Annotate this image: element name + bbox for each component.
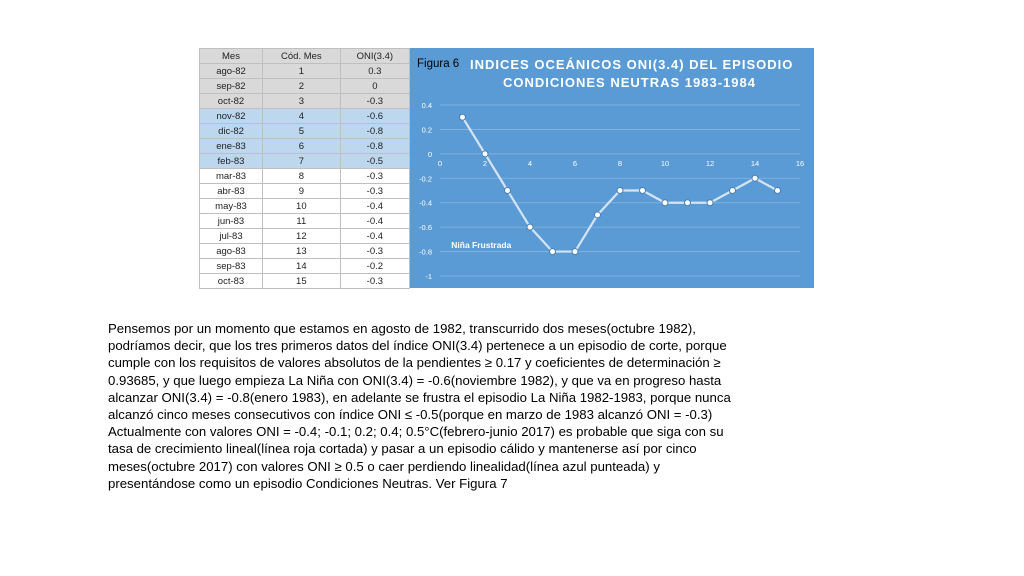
table-row xyxy=(200,94,410,109)
cell-cod-mes: 2 xyxy=(263,79,341,94)
table-row xyxy=(200,274,410,289)
data-point xyxy=(550,249,556,255)
data-point xyxy=(617,188,623,194)
data-point xyxy=(730,188,736,194)
cell-oni: -0.4 xyxy=(340,214,409,229)
header-oni: ONI(3.4) xyxy=(340,49,409,64)
cell-mes: abr-83 xyxy=(200,184,263,199)
y-tick-label: -0.2 xyxy=(419,174,432,184)
data-point xyxy=(505,188,511,194)
cell-cod-mes: 5 xyxy=(263,124,341,139)
cell-oni: -0.4 xyxy=(340,199,409,214)
data-point xyxy=(460,114,466,120)
table-row xyxy=(200,139,410,154)
cell-cod-mes: 4 xyxy=(263,109,341,124)
table-row xyxy=(200,169,410,184)
table-row xyxy=(200,199,410,214)
data-point xyxy=(595,212,601,218)
table-row xyxy=(200,154,410,169)
paragraph-line: Pensemos por un momento que estamos en agosto de 1982, transcurrido dos meses(octubre 1982), xyxy=(108,321,696,336)
cell-cod-mes: 9 xyxy=(263,184,341,199)
cell-oni: -0.4 xyxy=(340,229,409,244)
x-tick-label: 4 xyxy=(527,158,533,168)
y-tick-label: 0 xyxy=(427,149,432,159)
data-point xyxy=(752,175,758,181)
cell-mes: jun-83 xyxy=(200,214,263,229)
data-point xyxy=(685,200,691,206)
data-point xyxy=(572,249,578,255)
cell-cod-mes: 13 xyxy=(263,244,341,259)
series-line xyxy=(463,117,778,251)
cell-cod-mes: 11 xyxy=(263,214,341,229)
cell-mes: dic-82 xyxy=(200,124,263,139)
cell-oni: -0.3 xyxy=(340,274,409,289)
cell-mes: ago-83 xyxy=(200,244,263,259)
y-tick-label: -0.8 xyxy=(419,247,432,257)
table-row xyxy=(200,244,410,259)
cell-oni: -0.6 xyxy=(340,109,409,124)
data-point xyxy=(775,188,781,194)
cell-cod-mes: 8 xyxy=(263,169,341,184)
data-point xyxy=(662,200,668,206)
paragraph-line: 0.93685, y que luego empieza La Niña con ONI(3.4) = -0.6(noviembre 1982), y que va en progreso hasta xyxy=(108,372,722,388)
paragraph-line: cumple con los requisitos de valores absolutos de la pendientes ≥ 0.17 y coeficientes de determinación ≥ xyxy=(108,355,721,371)
header-cod-mes: Cód. Mes xyxy=(263,49,341,64)
x-tick-label: 16 xyxy=(795,158,805,168)
table-row xyxy=(200,124,410,139)
cell-mes: sep-83 xyxy=(200,259,263,274)
chart-title-line-1: INDICES OCEÁNICOS ONI(3.4) DEL EPISODIO xyxy=(470,57,794,72)
y-tick-label: 0.2 xyxy=(421,125,432,135)
table-row xyxy=(200,64,410,79)
y-tick-label: -0.4 xyxy=(419,198,432,208)
cell-mes: oct-83 xyxy=(200,274,263,289)
table-header-row xyxy=(200,49,410,64)
cell-mes: may-83 xyxy=(200,199,263,214)
cell-mes: mar-83 xyxy=(200,169,263,184)
x-tick-label: 14 xyxy=(750,158,760,168)
table-row xyxy=(200,109,410,124)
x-tick-label: 0 xyxy=(437,158,443,168)
paragraph-line: presentándose como un episodio Condiciones Neutras. Ver Figura 7 xyxy=(108,475,508,491)
x-tick-label: 2 xyxy=(482,158,488,168)
cell-mes: sep-82 xyxy=(200,79,263,94)
cell-oni: -0.3 xyxy=(340,94,409,109)
chart-title-line-2: CONDICIONES NEUTRAS 1983-1984 xyxy=(503,75,756,90)
data-point xyxy=(482,151,488,157)
cell-oni: 0 xyxy=(340,79,409,94)
cell-cod-mes: 12 xyxy=(263,229,341,244)
cell-mes: nov-82 xyxy=(200,109,263,124)
cell-oni: 0.3 xyxy=(340,64,409,79)
paragraph-line: meses(octubre 2017) con valores ONI ≥ 0.5 o caer perdiendo linealidad(línea azul punteada) y xyxy=(108,458,660,474)
paragraph-line: Actualmente con valores ONI = -0.4; -0.1; 0.2; 0.4; 0.5°C(febrero-junio 2017) es probable que siga con su xyxy=(108,424,724,440)
cell-cod-mes: 6 xyxy=(263,139,341,154)
paragraph-line: alcanzar ONI(3.4) = -0.8(enero 1983), en adelante se frustra el episodio La Niña 1982-1983, porque nunca xyxy=(108,389,731,405)
table-row xyxy=(200,259,410,274)
data-point xyxy=(707,200,713,206)
cell-oni: -0.5 xyxy=(340,154,409,169)
cell-oni: -0.3 xyxy=(340,244,409,259)
cell-mes: oct-82 xyxy=(200,94,263,109)
cell-cod-mes: 15 xyxy=(263,274,341,289)
table-body xyxy=(200,64,410,289)
cell-cod-mes: 7 xyxy=(263,154,341,169)
x-tick-label: 10 xyxy=(660,158,670,168)
table-row xyxy=(200,79,410,94)
paragraph-line: alcanzó cinco meses consecutivos con índice ONI ≤ -0.5(porque en marzo de 1983 alcanzó ONI = -0.3) xyxy=(108,407,713,423)
paragraph-line: tasa de crecimiento lineal(línea roja cortada) y pasar a un episodio cálido y mantenerse así por cinco xyxy=(108,441,697,457)
x-tick-label: 12 xyxy=(705,158,715,168)
table-row xyxy=(200,214,410,229)
cell-cod-mes: 1 xyxy=(263,64,341,79)
cell-oni: -0.8 xyxy=(340,124,409,139)
x-tick-label: 8 xyxy=(617,158,623,168)
oni-data-table xyxy=(199,48,410,289)
cell-oni: -0.2 xyxy=(340,259,409,274)
cell-mes: ago-82 xyxy=(200,64,263,79)
data-point xyxy=(527,224,533,230)
y-tick-label: -1 xyxy=(425,272,432,281)
y-tick-label: 0.4 xyxy=(421,101,432,110)
header-mes: Mes xyxy=(200,49,263,64)
annotation-nina-frustrada: Niña Frustrada xyxy=(451,239,512,250)
table-row xyxy=(200,184,410,199)
cell-oni: -0.3 xyxy=(340,169,409,184)
y-tick-label: -0.6 xyxy=(419,223,432,233)
figure-label: Figura 6 xyxy=(417,58,460,70)
cell-mes: jul-83 xyxy=(200,229,263,244)
cell-oni: -0.8 xyxy=(340,139,409,154)
cell-mes: feb-83 xyxy=(200,154,263,169)
x-tick-label: 6 xyxy=(572,158,578,168)
data-point xyxy=(640,188,646,194)
cell-oni: -0.3 xyxy=(340,184,409,199)
cell-mes: ene-83 xyxy=(200,139,263,154)
table-row xyxy=(200,229,410,244)
cell-cod-mes: 10 xyxy=(263,199,341,214)
cell-cod-mes: 14 xyxy=(263,259,341,274)
paragraph-line: podríamos decir, que los tres primeros datos del índice ONI(3.4) pertenece a un episodio de corte, porque xyxy=(108,338,727,354)
cell-cod-mes: 3 xyxy=(263,94,341,109)
body-paragraph xyxy=(108,320,768,492)
